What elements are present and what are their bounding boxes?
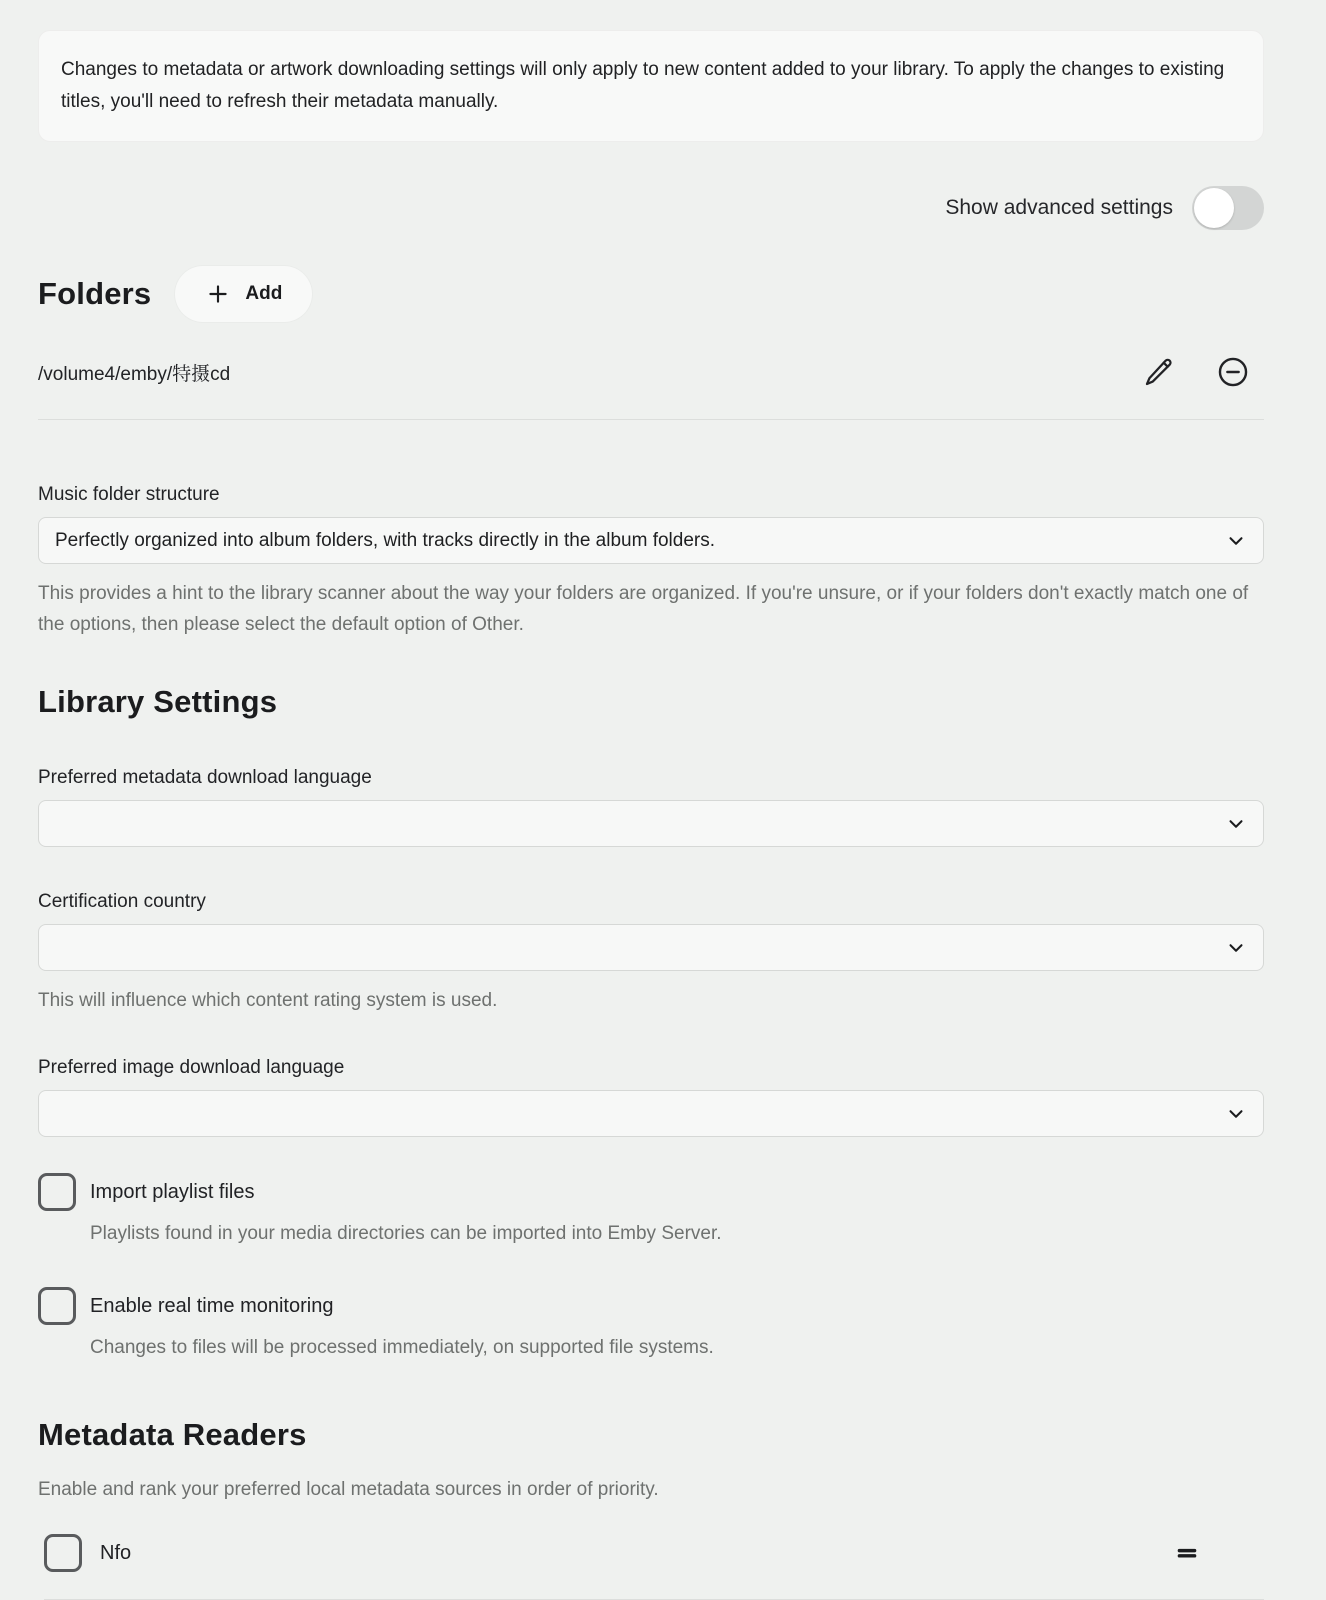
metadata-notice bbox=[38, 30, 1264, 142]
real-time-monitoring-group bbox=[38, 1287, 1264, 1359]
notice-text: Changes to metadata or artwork downloading settings will only apply to new content added to your library. To apply the changes to existing titles, you'll need to refresh their metadata manually. bbox=[61, 59, 1225, 112]
import-playlists-row bbox=[38, 1173, 1264, 1211]
import-playlists-help: Playlists found in your media directories can be imported into Emby Server. bbox=[90, 1223, 722, 1244]
music-folder-structure-label: Music folder structure bbox=[38, 484, 220, 505]
chevron-down-icon bbox=[1225, 937, 1247, 959]
add-folder-label: Add bbox=[245, 283, 283, 304]
toggle-knob bbox=[1194, 188, 1234, 228]
preferred-metadata-language-field bbox=[38, 767, 1264, 847]
music-folder-structure-select[interactable] bbox=[38, 517, 1264, 564]
folder-path: /volume4/emby/特摄cd bbox=[38, 363, 231, 385]
edit-folder-button[interactable] bbox=[1143, 356, 1175, 388]
show-advanced-toggle[interactable] bbox=[1192, 186, 1264, 230]
drag-handle-icon bbox=[1174, 1540, 1200, 1566]
preferred-image-language-select[interactable] bbox=[38, 1090, 1264, 1137]
certification-country-select[interactable] bbox=[38, 924, 1264, 971]
music-folder-structure-value: Perfectly organized into album folders, with tracks directly in the album folders. bbox=[55, 529, 716, 551]
drag-handle[interactable] bbox=[1174, 1540, 1200, 1566]
import-playlists-label[interactable]: Import playlist files bbox=[90, 1180, 255, 1203]
certification-country-label: Certification country bbox=[38, 891, 206, 912]
metadata-reader-row-nfo bbox=[44, 1534, 1264, 1600]
plus-icon bbox=[205, 281, 231, 307]
library-settings-title: Library Settings bbox=[38, 684, 278, 719]
nfo-label[interactable]: Nfo bbox=[100, 1541, 132, 1564]
preferred-metadata-language-select[interactable] bbox=[38, 800, 1264, 847]
real-time-monitoring-label[interactable]: Enable real time monitoring bbox=[90, 1294, 334, 1317]
metadata-readers-description: Enable and rank your preferred local metadata sources in order of priority. bbox=[38, 1479, 659, 1500]
music-folder-structure-help: This provides a hint to the library scanner about the way your folders are organized. If you're unsure, or if your folders don't exactly match one of the options, then please select the default option of Other. bbox=[38, 583, 1249, 635]
folder-row bbox=[38, 355, 1264, 420]
preferred-image-language-field bbox=[38, 1057, 1264, 1137]
import-playlists-group bbox=[38, 1173, 1264, 1245]
real-time-monitoring-help: Changes to files will be processed immediately, on supported file systems. bbox=[90, 1337, 714, 1358]
real-time-monitoring-row bbox=[38, 1287, 1264, 1325]
folder-actions bbox=[1143, 355, 1250, 389]
preferred-metadata-language-label: Preferred metadata download language bbox=[38, 767, 372, 788]
metadata-readers-title: Metadata Readers bbox=[38, 1417, 307, 1452]
pencil-icon bbox=[1143, 356, 1175, 388]
remove-folder-button[interactable] bbox=[1216, 355, 1250, 389]
folders-title: Folders bbox=[38, 276, 152, 311]
chevron-down-icon bbox=[1225, 1103, 1247, 1125]
advanced-settings-row bbox=[38, 186, 1264, 230]
add-folder-button[interactable] bbox=[175, 266, 312, 322]
minus-circle-icon bbox=[1216, 355, 1250, 389]
chevron-down-icon bbox=[1225, 813, 1247, 835]
chevron-down-icon bbox=[1225, 530, 1247, 552]
folders-header bbox=[38, 266, 1264, 322]
certification-country-help: This will influence which content rating system is used. bbox=[38, 990, 498, 1011]
nfo-checkbox[interactable] bbox=[44, 1534, 82, 1572]
import-playlists-checkbox[interactable] bbox=[38, 1173, 76, 1211]
real-time-monitoring-checkbox[interactable] bbox=[38, 1287, 76, 1325]
advanced-settings-label: Show advanced settings bbox=[945, 196, 1173, 219]
preferred-image-language-label: Preferred image download language bbox=[38, 1057, 345, 1078]
music-folder-structure-field bbox=[38, 484, 1264, 640]
certification-country-field bbox=[38, 891, 1264, 1016]
